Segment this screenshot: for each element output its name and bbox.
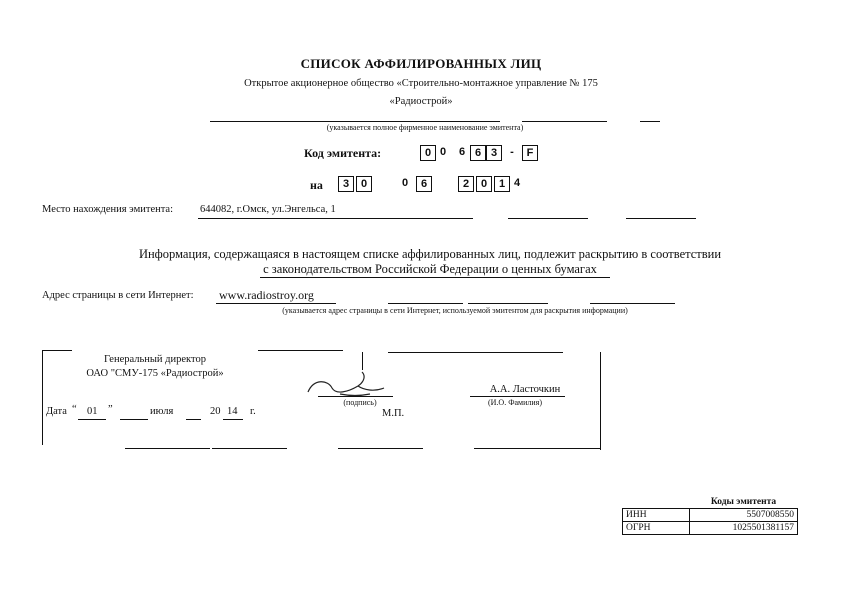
- issuer-code-char: 3: [486, 145, 502, 161]
- sign-date-day: 01: [87, 406, 98, 417]
- issuer-code-char: F: [522, 145, 538, 161]
- web-hint: (указывается адрес страницы в сети Интернет, используемой эмитентом для раскрытия информации): [282, 306, 628, 315]
- codes-row-label: ИНН: [623, 509, 690, 522]
- codes-table-header: Коды эмитента: [690, 496, 798, 509]
- issuer-code-char: 6: [470, 145, 486, 161]
- sign-date-quote-close: ”: [108, 404, 113, 415]
- signer-position-line2: ОАО "СМУ-175 «Радиострой»: [86, 368, 224, 379]
- date-year-digit: 0: [476, 176, 492, 192]
- codes-row-value: 1025501381157: [690, 522, 798, 535]
- date-month-digit: 0: [401, 177, 409, 189]
- signer-name: А.А. Ласточкин: [489, 384, 561, 395]
- org-name-line1: Открытое акционерное общество «Строительно-монтажное управление № 175: [244, 78, 598, 89]
- date-day-digit: 3: [338, 176, 354, 192]
- web-value: www.radiostroy.org: [219, 288, 314, 302]
- location-label: Место нахождения эмитента:: [42, 204, 174, 215]
- issuer-code-char: 0: [439, 146, 447, 158]
- table-row: [623, 509, 798, 522]
- date-month-digit: 6: [416, 176, 432, 192]
- signer-position-line1: Генеральный директор: [104, 354, 206, 365]
- issuer-code-char: 0: [420, 145, 436, 161]
- date-day-digit: 0: [356, 176, 372, 192]
- org-name-line2: «Радиострой»: [389, 96, 453, 107]
- date-year-digit: 4: [513, 177, 521, 189]
- page-title: СПИСОК АФФИЛИРОВАННЫХ ЛИЦ: [300, 56, 542, 71]
- org-name-hint: (указывается полное фирменное наименование эмитента): [326, 123, 524, 132]
- sign-date-quote-open: “: [72, 404, 77, 415]
- codes-row-value: 5507008550: [690, 509, 798, 522]
- disclosure-line1: Информация, содержащаяся в настоящем списке аффилированных лиц, подлежит раскрытию в соответствии: [138, 247, 722, 261]
- sign-date-year-unit: г.: [250, 406, 256, 417]
- codes-row-label: ОГРН: [623, 522, 690, 535]
- stamp-label: М.П.: [382, 408, 405, 419]
- date-year-digit: 1: [494, 176, 510, 192]
- sign-date-month: июля: [150, 406, 174, 417]
- signer-name-hint: (И.О. Фамилия): [487, 398, 543, 407]
- sign-date-label: Дата: [46, 406, 67, 417]
- table-row: [623, 522, 798, 535]
- location-value: 644082, г.Омск, ул.Энгельса, 1: [200, 204, 336, 215]
- issuer-code-char: -: [510, 146, 514, 158]
- date-on-label: на: [310, 178, 323, 192]
- web-label: Адрес страницы в сети Интернет:: [42, 290, 194, 301]
- issuer-codes-table: [622, 496, 798, 535]
- date-year-digit: 2: [458, 176, 474, 192]
- issuer-code-char: 6: [458, 146, 466, 158]
- sign-date-year-prefix: 20: [210, 406, 221, 417]
- disclosure-line2: с законодательством Российской Федерации о ценных бумагах: [263, 262, 597, 276]
- sign-date-year-suffix: 14: [227, 406, 238, 417]
- issuer-code-label: Код эмитента:: [304, 146, 382, 160]
- signature-hint: (подпись): [343, 398, 377, 407]
